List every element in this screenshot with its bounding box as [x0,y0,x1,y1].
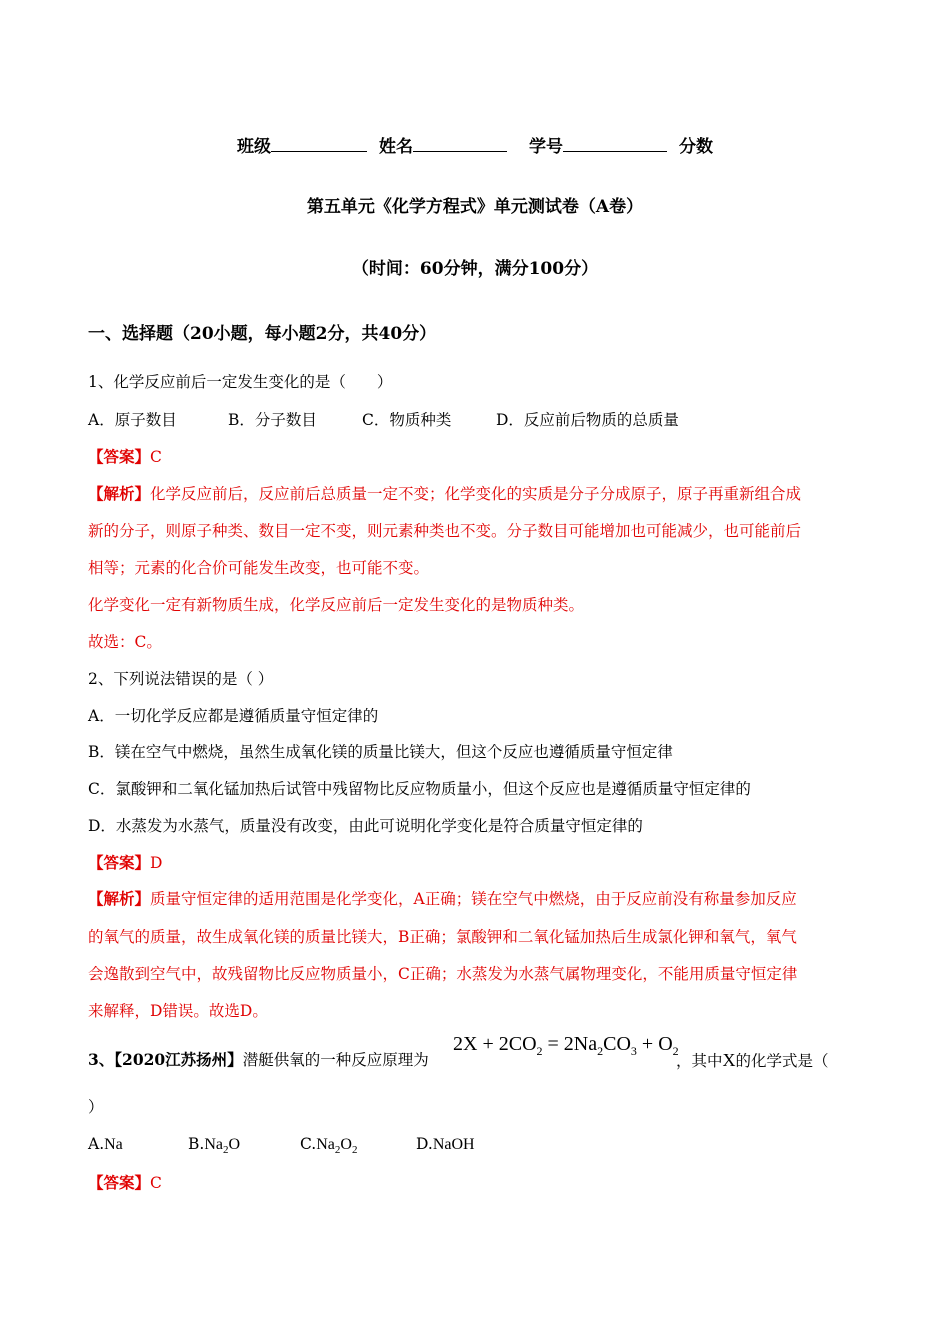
q2-analysis-line: 【解析】质量守恒定律的适用范围是化学变化，A正确；镁在空气中燃烧，由于反应前没有称量参加反应 [88,889,797,908]
q2-analysis-line: 会逸散到空气中，故残留物比反应物质量小，C正确；水蒸发为水蒸气属物理变化，不能用质量守恒定律 [88,965,798,983]
name-label: 姓名 [379,137,413,157]
q1-analysis-line: 新的分子，则原子种类、数目一定不变，则元素种类也不变。分子数目可能增加也可能减少，也可能前后 [88,522,802,540]
question-3-stem-close: ） [88,1098,104,1116]
q1-analysis-line: 化学变化一定有新物质生成，化学反应前后一定发生变化的是物质种类。 [88,596,585,614]
q2-option-c[interactable]: C．氯酸钾和二氧化锰加热后试管中残留物比反应物质量小，但这个反应也是遵循质量守恒定律的 [88,780,751,798]
id-blank[interactable] [563,135,667,152]
q1-analysis-line: 故选：C。 [88,633,162,651]
answer-value: D [150,854,163,872]
section-heading: 一、选择题（20小题，每小题2分，共40分） [88,324,437,344]
student-info-header [0,132,950,157]
page-title: 第五单元《化学方程式》单元测试卷（A卷） [306,197,644,217]
class-label: 班级 [237,137,271,157]
class-blank[interactable] [271,135,367,152]
question-1-stem: 1、化学反应前后一定发生变化的是（ ） [88,373,393,391]
question-2-stem: 2、下列说法错误的是（ ） [88,670,274,688]
question-3-options [88,1133,475,1161]
analysis-tag: 【解析】 [88,484,151,503]
id-label: 学号 [529,137,563,157]
answer-value: C [150,448,162,466]
q1-analysis-line: 【解析】化学反应前后，反应前后总质量一定不变；化学变化的实质是分子分成原子，原子再重新组合成 [88,484,802,503]
q2-option-d[interactable]: D．水蒸发为水蒸气，质量没有改变，由此可说明化学变化是符合质量守恒定律的 [88,817,643,835]
q3-variable: X [722,1050,736,1070]
q1-answer [88,446,162,468]
q2-option-a[interactable]: A．一切化学反应都是遵循质量守恒定律的 [88,707,379,725]
score-label: 分数 [679,137,713,157]
q3-option-c[interactable]: $C.Na_2O_2$ [300,1135,358,1157]
analysis-tag: 【解析】 [88,889,151,908]
q2-analysis-line: 的氧气的质量，故生成氧化镁的质量比镁大，B正确；氯酸钾和二氧化锰加热后生成氯化钾和氧气，氧气 [88,928,797,946]
q1-option-c[interactable]: C．物质种类 [362,411,452,429]
q2-analysis-line: 来解释，D错误。故选D。 [88,1002,268,1020]
q3-number: 3、 [88,1050,115,1069]
q1-option-b[interactable]: B．分子数目 [228,411,317,429]
answer-value: C [150,1174,162,1192]
q3-option-b[interactable]: $B.Na_2O$ [188,1135,241,1157]
question-3-stem: 3、【2020江苏扬州】潜艇供氧的一种反应原理为 [88,1050,429,1069]
q3-answer [88,1172,162,1194]
q3-option-a[interactable]: A.Na [88,1135,123,1153]
q3-option-d[interactable]: D.NaOH [416,1135,475,1153]
q2-option-b[interactable]: B．镁在空气中燃烧，虽然生成氧化镁的质量比镁大，但这个反应也遵循质量守恒定律 [88,743,673,761]
chemical-equation: $2X + 2CO_2 = 2Na_2CO_3 + O_2$ [453,1033,679,1058]
q1-option-a[interactable]: A．原子数目 [88,411,177,429]
q2-answer [88,852,162,874]
answer-tag: 【答案】 [88,853,151,872]
name-blank[interactable] [413,135,507,152]
page-subtitle: （时间：60分钟，满分100分） [351,259,599,279]
answer-tag: 【答案】 [88,1173,151,1192]
q1-analysis-line: 相等；元素的化合价可能发生改变，也可能不变。 [88,559,430,577]
question-1-options [88,409,679,431]
question-3-stem-tail: ，其中X的化学式是（ [676,1050,829,1070]
answer-tag: 【答案】 [88,447,151,466]
q3-source: 【2020江苏扬州】 [114,1050,243,1069]
q1-option-d[interactable]: D．反应前后物质的总质量 [496,411,679,429]
